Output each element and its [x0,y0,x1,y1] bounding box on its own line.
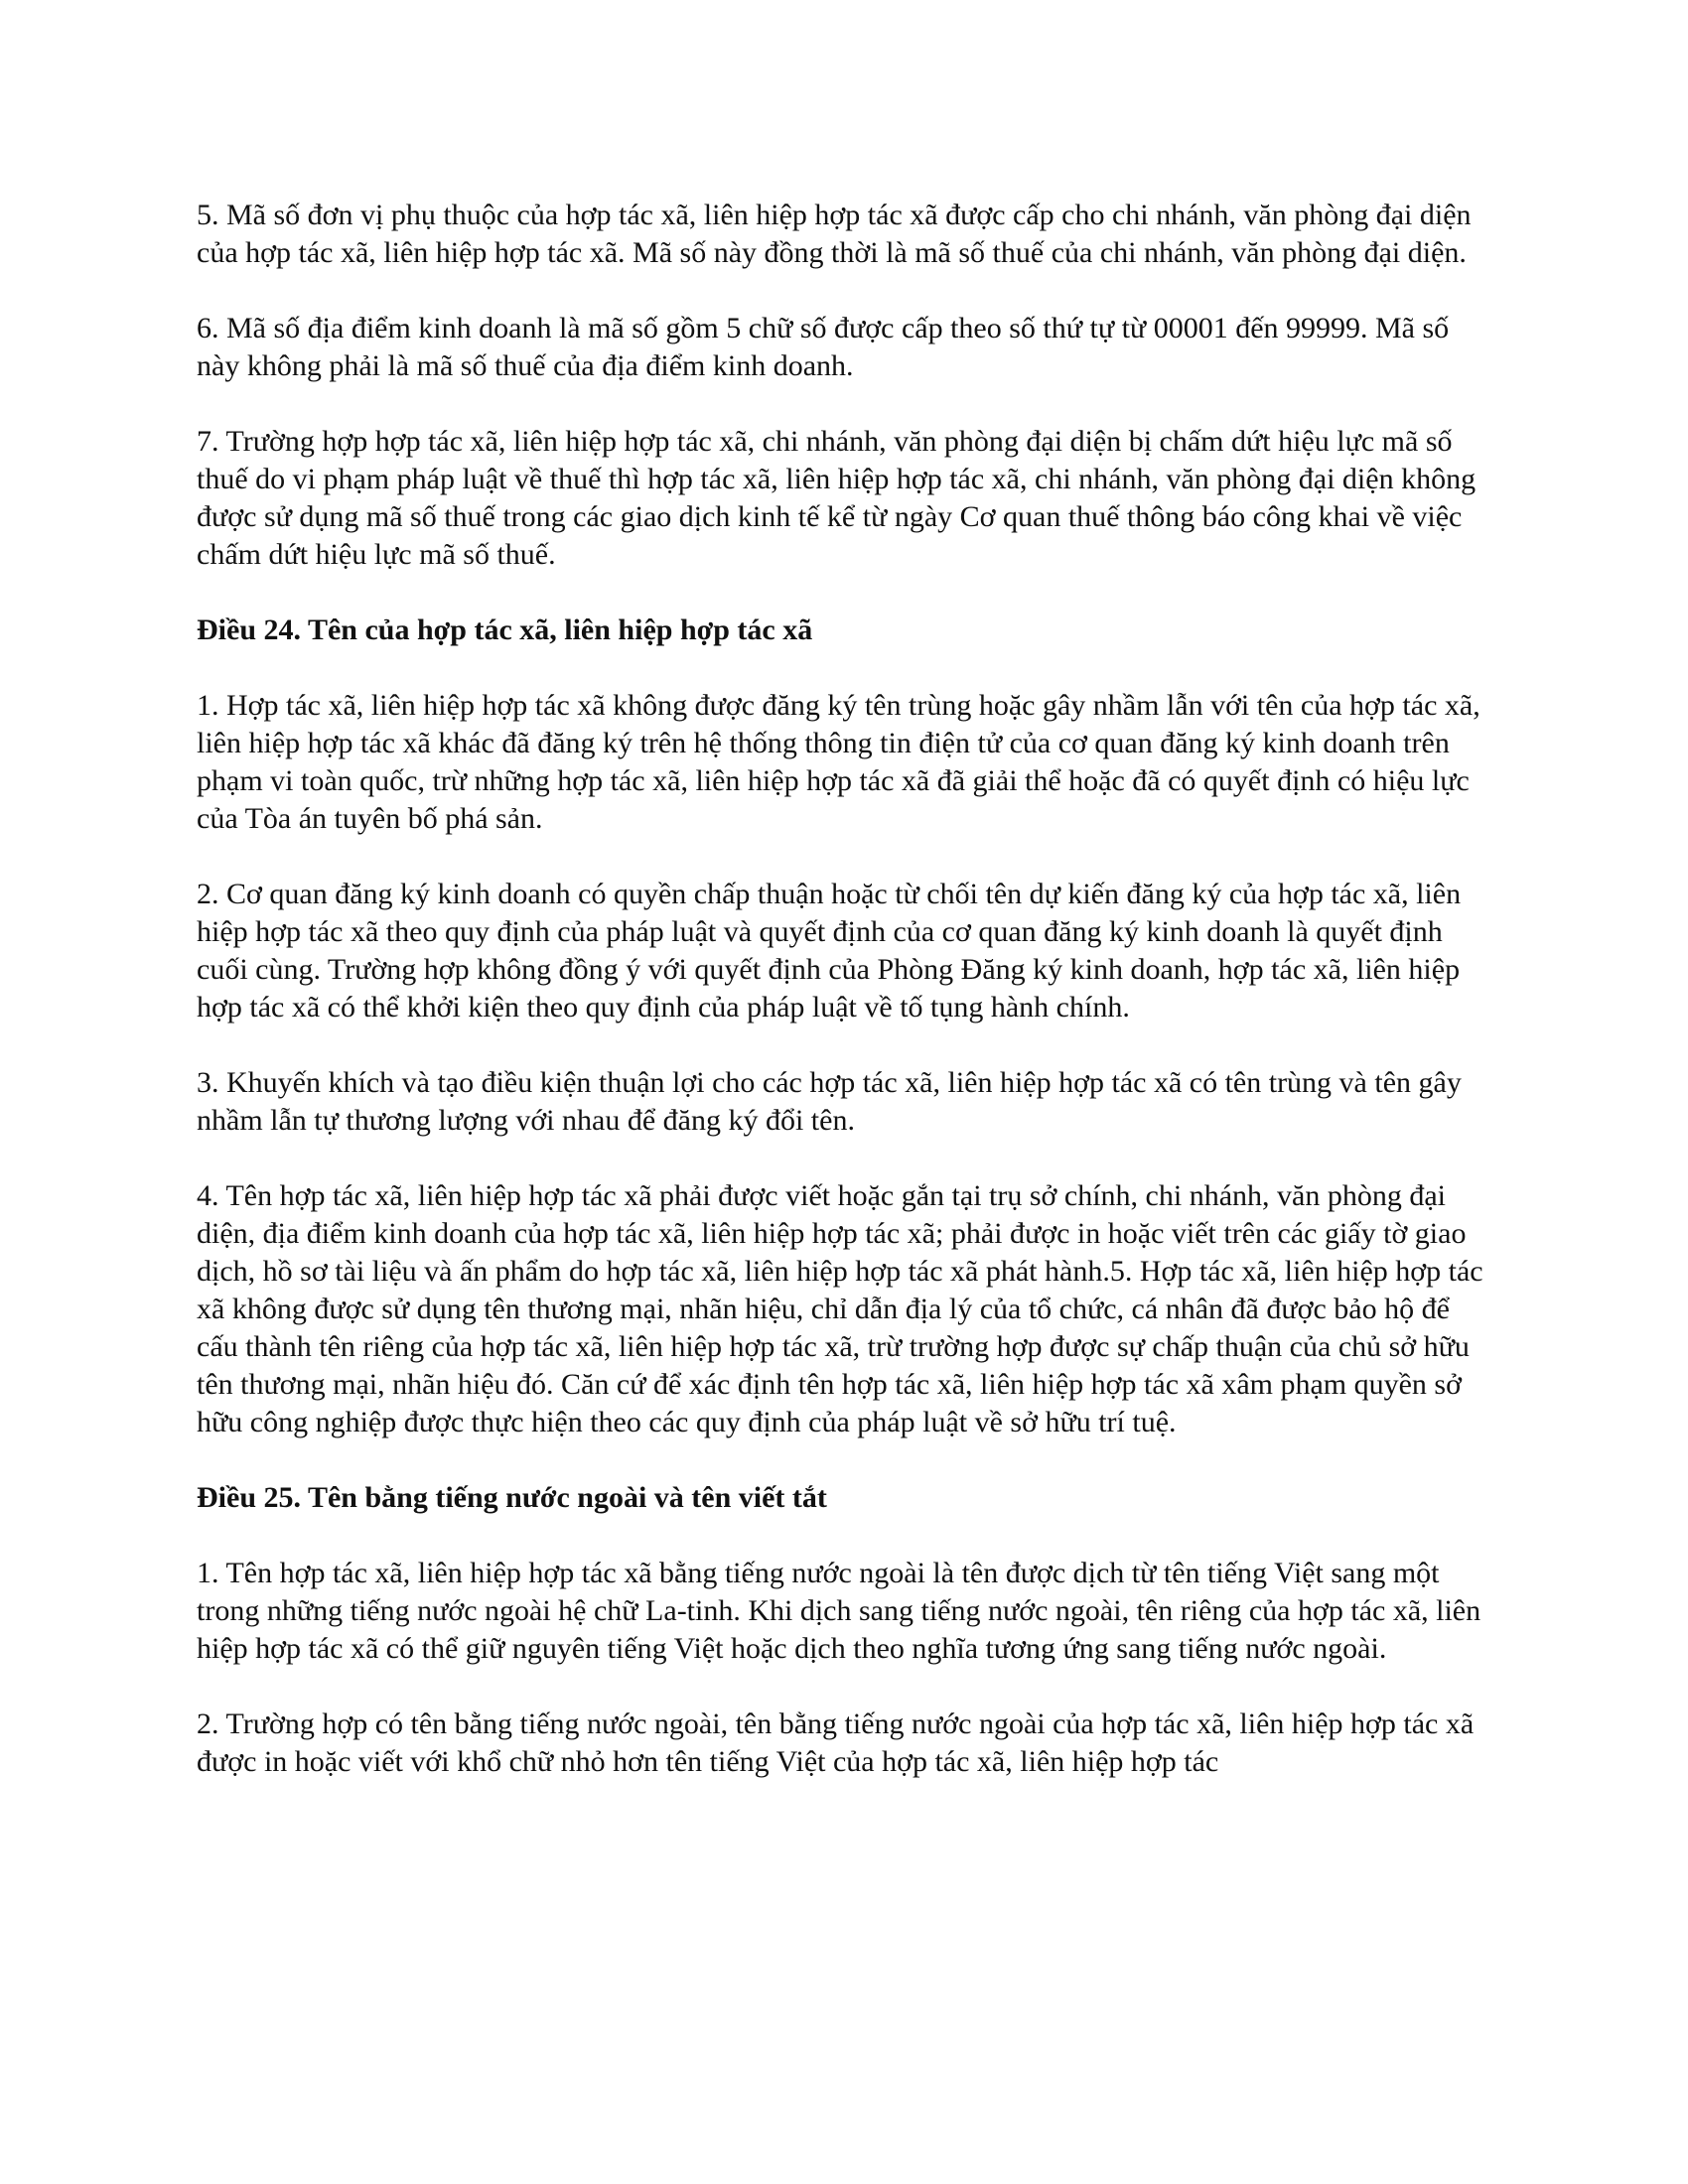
article-25-clause-1: 1. Tên hợp tác xã, liên hiệp hợp tác xã bằng tiếng nước ngoài là tên được dịch từ tên tiếng Việt sang một trong những tiếng nước ngoài hệ chữ La-tinh. Khi dịch sang tiếng nước ngoài, tên riêng của hợp tác xã, liên hiệp hợp tác xã có thể giữ nguyên tiếng Việt hoặc dịch theo nghĩa tương ứng sang tiếng nước ngoài. [197,1557,1481,1665]
article-25-clause-2: 2. Trường hợp có tên bằng tiếng nước ngoài, tên bằng tiếng nước ngoài của hợp tác xã, liên hiệp hợp tác xã được in hoặc viết với khổ chữ nhỏ hơn tên tiếng Việt của hợp tác xã, liên hiệp hợp tác [197,1707,1475,1778]
article-24-clause-4: 4. Tên hợp tác xã, liên hiệp hợp tác xã phải được viết hoặc gắn tại trụ sở chính, chi nhánh, văn phòng đại diện, địa điểm kinh doanh của hợp tác xã, liên hiệp hợp tác xã; phải được in hoặc viết trên các giấy tờ giao dịch, hồ sơ tài liệu và ấn phẩm do hợp tác xã, liên hiệp hợp tác xã phát hành.5. Hợp tác xã, liên hiệp hợp tác xã không được sử dụng tên thương mại, nhãn hiệu, chỉ dẫn địa lý của tổ chức, cá nhân đã được bảo hộ để cấu thành tên riêng của hợp tác xã, liên hiệp hợp tác xã, trừ trường hợp được sự chấp thuận của chủ sở hữu tên thương mại, nhãn hiệu đó. Căn cứ để xác định tên hợp tác xã, liên hiệp hợp tác xã xâm phạm quyền sở hữu công nghiệp được thực hiện theo các quy định của pháp luật về sở hữu trí tuệ. [197,1179,1483,1438]
paragraph-clause-6: 6. Mã số địa điểm kinh doanh là mã số gồm 5 chữ số được cấp theo số thứ tự từ 00001 đến 99999. Mã số này không phải là mã số thuế của địa điểm kinh doanh. [197,312,1450,382]
paragraph-clause-7: 7. Trường hợp hợp tác xã, liên hiệp hợp tác xã, chi nhánh, văn phòng đại diện bị chấm dứt hiệu lực mã số thuế do vi phạm pháp luật về thuế thì hợp tác xã, liên hiệp hợp tác xã, chi nhánh, văn phòng đại diện không được sử dụng mã số thuế trong các giao dịch kinh tế kể từ ngày Cơ quan thuế thông báo công khai về việc chấm dứt hiệu lực mã số thuế. [197,425,1477,571]
article-25-heading: Điều 25. Tên bằng tiếng nước ngoài và tên viết tắt [197,1481,827,1514]
article-24-clause-1: 1. Hợp tác xã, liên hiệp hợp tác xã không được đăng ký tên trùng hoặc gây nhầm lẫn với tên của hợp tác xã, liên hiệp hợp tác xã khác đã đăng ký trên hệ thống thông tin điện tử của cơ quan đăng ký kinh doanh trên phạm vi toàn quốc, trừ những hợp tác xã, liên hiệp hợp tác xã đã giải thể hoặc đã có quyết định có hiệu lực của Tòa án tuyên bố phá sản. [197,689,1480,835]
document-page [197,197,1489,1819]
paragraph-clause-5: 5. Mã số đơn vị phụ thuộc của hợp tác xã, liên hiệp hợp tác xã được cấp cho chi nhánh, văn phòng đại diện của hợp tác xã, liên hiệp hợp tác xã. Mã số này đồng thời là mã số thuế của chi nhánh, văn phòng đại diện. [197,199,1472,269]
article-24-clause-2: 2. Cơ quan đăng ký kinh doanh có quyền chấp thuận hoặc từ chối tên dự kiến đăng ký của hợp tác xã, liên hiệp hợp tác xã theo quy định của pháp luật và quyết định của cơ quan đăng ký kinh doanh là quyết định cuối cùng. Trường hợp không đồng ý với quyết định của Phòng Đăng ký kinh doanh, hợp tác xã, liên hiệp hợp tác xã có thể khởi kiện theo quy định của pháp luật về tố tụng hành chính. [197,878,1462,1024]
article-24-heading: Điều 24. Tên của hợp tác xã, liên hiệp hợp tác xã [197,614,813,646]
article-24-clause-3: 3. Khuyến khích và tạo điều kiện thuận lợi cho các hợp tác xã, liên hiệp hợp tác xã có tên trùng và tên gây nhầm lẫn tự thương lượng với nhau để đăng ký đổi tên. [197,1066,1462,1137]
